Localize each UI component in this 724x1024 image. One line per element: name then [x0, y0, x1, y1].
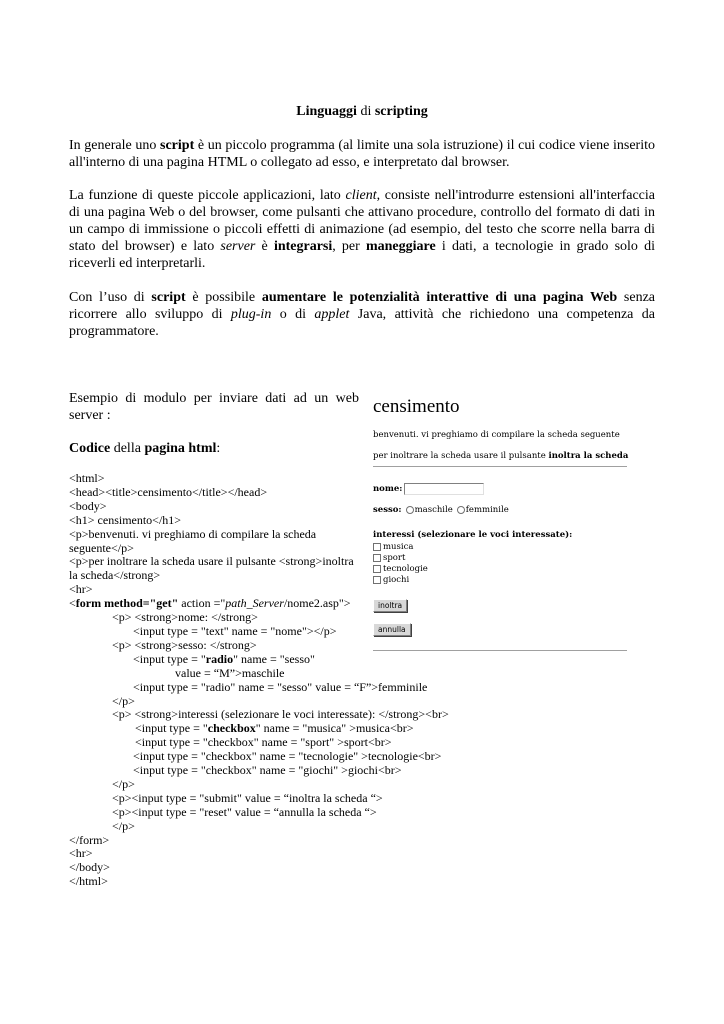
- code-line: </html>: [69, 874, 108, 889]
- code-line: </p>: [112, 693, 135, 708]
- code-line: </body>: [69, 860, 110, 875]
- form-preview-screenshot: [372, 394, 628, 656]
- code-line: </p>: [112, 818, 135, 833]
- preview-divider: [373, 466, 627, 467]
- checkbox-giochi-row[interactable]: giochi: [373, 575, 409, 585]
- paragraph-usage: Con l’uso di script è possibile aumentare le potenzialità interattive di una pagina Web senza ricorrere allo sviluppo di plug-in o di applet Java, attività che richiedono una competenza da programmatore.: [69, 290, 656, 339]
- radio-femminile[interactable]: [457, 506, 465, 514]
- code-line: <p><input type = "submit" value = “inoltra la scheda “>: [112, 790, 383, 805]
- code-line: <html>: [69, 471, 105, 485]
- checkbox-sport[interactable]: [373, 554, 381, 562]
- nome-input[interactable]: [404, 483, 484, 495]
- preview-interessi-label: interessi (selezionare le voci interessate):: [373, 530, 573, 540]
- code-line: <form method="get" action ="path_Server/nome2.asp">: [69, 596, 351, 611]
- preview-nome-row: nome:: [373, 483, 484, 495]
- code-line: <p>per inoltrare la scheda usare il pulsante <strong>inoltra la scheda</strong>: [69, 554, 354, 583]
- code-line: <p> <strong>nome: </strong>: [112, 610, 258, 625]
- code-line: <head><title>censimento</title></head>: [69, 484, 268, 499]
- code-line: <input type = "radio" name = "sesso" value = “F”>femminile: [133, 679, 428, 694]
- code-line: <input type = "text" name = "nome"></p>: [133, 623, 337, 638]
- code-line: <input type = "radio" name = "sesso": [133, 651, 315, 666]
- paragraph-function: La funzione di queste piccole applicazioni, lato client, consiste nell'introdurre estensioni all'interfaccia di una pagina Web o del browser, come pulsanti che attivano procedure, controllo del formato di dati in un campo di immissione o piccoli effetti di animazione (ad esempio, del testo che scorre nella barra di stato del browser) e lato server è integrarsi, per maneggiare i dati, a tecnologie in grado solo di riceverli ed interpretarli.: [69, 188, 656, 271]
- reset-button[interactable]: annulla: [373, 623, 411, 636]
- submit-button[interactable]: inoltra: [373, 599, 407, 612]
- code-heading: Codice della pagina html:: [69, 441, 221, 456]
- checkbox-sport-row[interactable]: sport: [373, 553, 405, 563]
- code-line: </form>: [69, 832, 110, 847]
- preview-divider: [373, 650, 627, 651]
- preview-heading: censimento: [373, 396, 460, 417]
- checkbox-musica[interactable]: [373, 543, 381, 551]
- page-title: Linguaggi di scripting: [296, 104, 428, 119]
- code-line: <h1> censimento</h1>: [69, 512, 182, 527]
- code-line: <input type = "checkbox" name = "giochi" >giochi<br>: [133, 763, 402, 778]
- code-line: <hr>: [69, 846, 93, 861]
- code-line: <p> <strong>sesso: </strong>: [112, 637, 257, 652]
- checkbox-giochi[interactable]: [373, 576, 381, 584]
- code-line: <body>: [69, 498, 107, 513]
- preview-welcome-text: benvenuti. vi preghiamo di compilare la scheda seguente: [373, 430, 620, 440]
- checkbox-tecnologie-row[interactable]: tecnologie: [373, 564, 428, 574]
- code-line: <p><input type = "reset" value = “annulla la scheda “>: [112, 804, 377, 819]
- code-line: <p> <strong>interessi (selezionare le voci interessate): </strong><br>: [112, 707, 449, 722]
- code-line: <input type = "checkbox" name = "musica" >musica<br>: [135, 721, 414, 736]
- paragraph-intro: In generale uno script è un piccolo programma (al limite una sola istruzione) il cui codice viene inserito all'interno di una pagina HTML o collegato ad esso, e interpretato dal browser.: [69, 138, 655, 170]
- code-line: <input type = "checkbox" name = "sport" >sport<br>: [135, 735, 392, 750]
- checkbox-musica-row[interactable]: musica: [373, 542, 413, 552]
- preview-sesso-row: sesso: maschile femminile: [373, 505, 509, 515]
- code-line: </p>: [112, 776, 135, 791]
- radio-maschile[interactable]: [406, 506, 414, 514]
- preview-instruction-text: per inoltrare la scheda usare il pulsante inoltra la scheda: [373, 451, 629, 461]
- code-line: <hr>: [69, 582, 93, 597]
- example-caption: Esempio di modulo per inviare dati ad un web server :: [69, 391, 359, 423]
- code-line: <input type = "checkbox" name = "tecnologie" >tecnologie<br>: [133, 749, 442, 764]
- code-line: value = “M”>maschile: [175, 665, 285, 680]
- code-line: <p>benvenuti. vi preghiamo di compilare la scheda seguente</p>: [69, 526, 317, 555]
- checkbox-tecnologie[interactable]: [373, 565, 381, 573]
